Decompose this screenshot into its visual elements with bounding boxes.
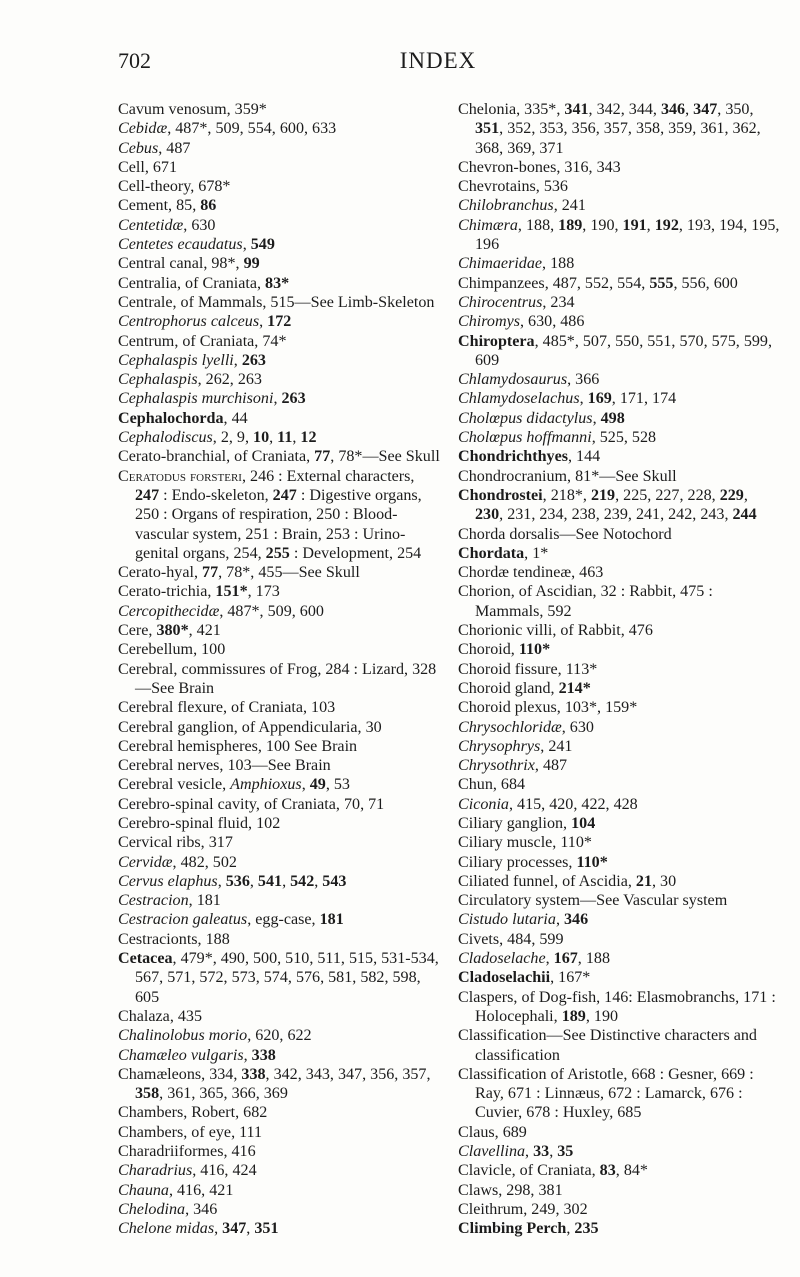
index-entry: Cercopithecidæ, 487*, 509, 600 xyxy=(118,602,324,620)
page-number: 702 xyxy=(118,48,151,73)
right-index-column xyxy=(458,100,780,1239)
index-entry: Chamæleons, 334, 338, 342, 343, 347, 356, 357, 358, 361, 365, 366, 369 xyxy=(118,1065,431,1103)
index-entry: Climbing Perch, 235 xyxy=(458,1220,599,1238)
index-entry: Cerebro-spinal fluid, 102 xyxy=(118,814,281,832)
index-entry: Ciconia, 415, 420, 422, 428 xyxy=(458,795,638,813)
index-entry: Choroid gland, 214* xyxy=(458,679,591,697)
index-entry: Classification of Aristotle, 668 : Gesner, 669 : Ray, 671 : Linnæus, 672 : Lamarck, 676 : Cuvier, 678 : Huxley, 685 xyxy=(458,1065,754,1122)
index-entry: Centrum, of Craniata, 74* xyxy=(118,332,287,350)
running-head-title: INDEX xyxy=(399,48,477,73)
index-entry: Chlamydosaurus, 366 xyxy=(458,371,600,389)
index-entry: Clavellina, 33, 35 xyxy=(458,1143,574,1161)
index-entry: Chelone midas, 347, 351 xyxy=(118,1220,279,1238)
index-entry: Claus, 689 xyxy=(458,1123,527,1141)
index-entry: Cladoselachii, 167* xyxy=(458,969,591,987)
index-entry: Chauna, 416, 421 xyxy=(118,1181,234,1199)
index-entry: Cerato-branchial, of Craniata, 77, 78*—See Skull xyxy=(118,448,440,466)
index-entry: Ciliated funnel, of Ascidia, 21, 30 xyxy=(458,872,677,890)
index-entry: Chordæ tendineæ, 463 xyxy=(458,564,604,582)
index-entry: Classification—See Distinctive characters and classification xyxy=(458,1027,757,1064)
index-entry: Cestracion, 181 xyxy=(118,892,221,910)
index-entry: Charadriiformes, 416 xyxy=(118,1143,256,1161)
index-entry: Chilobranchus, 241 xyxy=(458,197,586,215)
index-entry: Cerebral, commissures of Frog, 284 : Lizard, 328—See Brain xyxy=(118,660,437,697)
index-entry: Choroid plexus, 103*, 159* xyxy=(458,699,638,717)
index-entry: Ciliary processes, 110* xyxy=(458,853,608,871)
index-entry: Chirocentrus, 234 xyxy=(458,293,575,311)
index-entry: Chalinolobus morio, 620, 622 xyxy=(118,1027,312,1045)
index-entry: Cleithrum, 249, 302 xyxy=(458,1200,588,1218)
index-entry: Centrale, of Mammals, 515—See Limb-Skeleton xyxy=(118,293,435,311)
index-entry: Cistudo lutaria, 346 xyxy=(458,911,589,929)
index-entry: Cestracion galeatus, egg-case, 181 xyxy=(118,911,344,929)
index-entry: Cephalaspis, 262, 263 xyxy=(118,371,262,389)
index-entry: Chondrocranium, 81*—See Skull xyxy=(458,467,677,485)
index-entry: Chondrichthyes, 144 xyxy=(458,448,601,466)
index-entry: Chorionic villi, of Rabbit, 476 xyxy=(458,622,653,640)
index-entry: Centetes ecaudatus, 549 xyxy=(118,236,275,254)
left-index-column xyxy=(118,100,440,1239)
index-entry: Cell, 671 xyxy=(118,158,178,176)
index-entry: Chiroptera, 485*, 507, 550, 551, 570, 575, 599, 609 xyxy=(458,332,772,369)
index-entry: Chalaza, 435 xyxy=(118,1007,203,1025)
page-header xyxy=(118,48,758,78)
index-entry: Civets, 484, 599 xyxy=(458,930,564,948)
index-entry: Central canal, 98*, 99 xyxy=(118,255,260,273)
index-entry: Chrysothrix, 487 xyxy=(458,757,568,775)
index-entry: Cephalochorda, 44 xyxy=(118,409,248,427)
index-entry: Claws, 298, 381 xyxy=(458,1181,563,1199)
index-entry: Cerebral hemispheres, 100 See Brain xyxy=(118,737,358,755)
index-entry: Ciliary muscle, 110* xyxy=(458,834,592,852)
index-entry: Cebus, 487 xyxy=(118,139,191,157)
index-entry: Chrysophrys, 241 xyxy=(458,737,573,755)
index-entry: Cere, 380*, 421 xyxy=(118,622,221,640)
index-entry: Cerebral ganglion, of Appendicularia, 30 xyxy=(118,718,382,736)
index-entry: Cerebral nerves, 103—See Brain xyxy=(118,757,331,775)
index-entry: Cebidæ, 487*, 509, 554, 600, 633 xyxy=(118,120,337,138)
index-entry: Choroid fissure, 113* xyxy=(458,660,598,678)
index-entry: Cephalaspis murchisoni, 263 xyxy=(118,390,306,408)
index-entry: Ciliary ganglion, 104 xyxy=(458,814,596,832)
index-entry: Cladoselache, 167, 188 xyxy=(458,950,610,968)
index-entry: Chondrostei, 218*, 219, 225, 227, 228, 229, 230, 231, 234, 238, 239, 241, 242, 243, 244 xyxy=(458,486,757,524)
index-entry: Cervical ribs, 317 xyxy=(118,834,233,852)
index-entry: Cholœpus didactylus, 498 xyxy=(458,409,625,427)
index-entry: Cerebro-spinal cavity, of Craniata, 70, 71 xyxy=(118,795,385,813)
index-entry: Cerebellum, 100 xyxy=(118,641,226,659)
index-entry: Chorion, of Ascidian, 32 : Rabbit, 475 : Mammals, 592 xyxy=(458,583,713,620)
index-entry: Chelodina, 346 xyxy=(118,1200,218,1218)
index-entry: Cholœpus hoffmanni, 525, 528 xyxy=(458,429,657,447)
index-entry: Cement, 85, 86 xyxy=(118,197,217,215)
index-entry: Cervus elaphus, 536, 541, 542, 543 xyxy=(118,872,347,890)
index-entry: Chevron-bones, 316, 343 xyxy=(458,158,621,176)
index-entry: Cerato-trichia, 151*, 173 xyxy=(118,583,280,601)
index-entry: Clavicle, of Craniata, 83, 84* xyxy=(458,1162,648,1180)
index-entry: Cestracionts, 188 xyxy=(118,930,230,948)
index-entry: Circulatory system—See Vascular system xyxy=(458,892,728,910)
index-entry: Chun, 684 xyxy=(458,776,526,794)
index-entry: Chimaeridae, 188 xyxy=(458,255,575,273)
index-entry: Centralia, of Craniata, 83* xyxy=(118,274,290,292)
index-entry: Choroid, 110* xyxy=(458,641,551,659)
index-entry: Cerebral vesicle, Amphioxus, 49, 53 xyxy=(118,776,350,794)
index-entry: Cell-theory, 678* xyxy=(118,178,231,196)
index-entry: Chamæleo vulgaris, 338 xyxy=(118,1046,276,1064)
index-entry: Chevrotains, 536 xyxy=(458,178,568,196)
index-entry: Centetidæ, 630 xyxy=(118,216,216,234)
index-entry: Chiromys, 630, 486 xyxy=(458,313,585,331)
index-entry: Chrysochloridæ, 630 xyxy=(458,718,594,736)
index-entry: Centrophorus calceus, 172 xyxy=(118,313,292,331)
index-entry: Cephalodiscus, 2, 9, 10, 11, 12 xyxy=(118,429,317,447)
index-entry: Charadrius, 416, 424 xyxy=(118,1162,257,1180)
index-entry: Cavum venosum, 359* xyxy=(118,101,267,118)
index-entry: Ceratodus forsteri, 246 : External characters, 247 : Endo-skeleton, 247 : Digestive organs, 250 : Organs of respiration, 250 : Blood-vascular system, 251 : Brain, 253 : Urino-genital organs, 254, 255 : Development, 254 xyxy=(118,467,422,562)
index-entry: Chimæra, 188, 189, 190, 191, 192, 193, 194, 195, 196 xyxy=(458,216,780,254)
index-entry: Cetacea, 479*, 490, 500, 510, 511, 515, 531-534, 567, 571, 572, 573, 574, 576, 581, 582, 598, 605 xyxy=(118,950,439,1006)
index-entry: Chorda dorsalis—See Notochord xyxy=(458,525,672,543)
index-entry: Chambers, Robert, 682 xyxy=(118,1104,268,1122)
index-entry: Cerebral flexure, of Craniata, 103 xyxy=(118,699,336,717)
index-entry: Chambers, of eye, 111 xyxy=(118,1123,263,1141)
index-entry: Chimpanzees, 487, 552, 554, 555, 556, 600 xyxy=(458,274,738,292)
index-entry: Chlamydoselachus, 169, 171, 174 xyxy=(458,390,677,408)
index-entry: Chordata, 1* xyxy=(458,544,549,562)
index-entry: Chelonia, 335*, 341, 342, 344, 346, 347, 350, 351, 352, 353, 356, 357, 358, 359, 361, 362, 368, 369, 371 xyxy=(458,101,761,157)
index-entry: Claspers, of Dog-fish, 146: Elasmobranchs, 171 : Holocephali, 189, 190 xyxy=(458,988,776,1025)
index-entry: Cerato-hyal, 77, 78*, 455—See Skull xyxy=(118,564,360,582)
index-entry: Cervidæ, 482, 502 xyxy=(118,853,237,871)
index-entry: Cephalaspis lyelli, 263 xyxy=(118,351,266,369)
